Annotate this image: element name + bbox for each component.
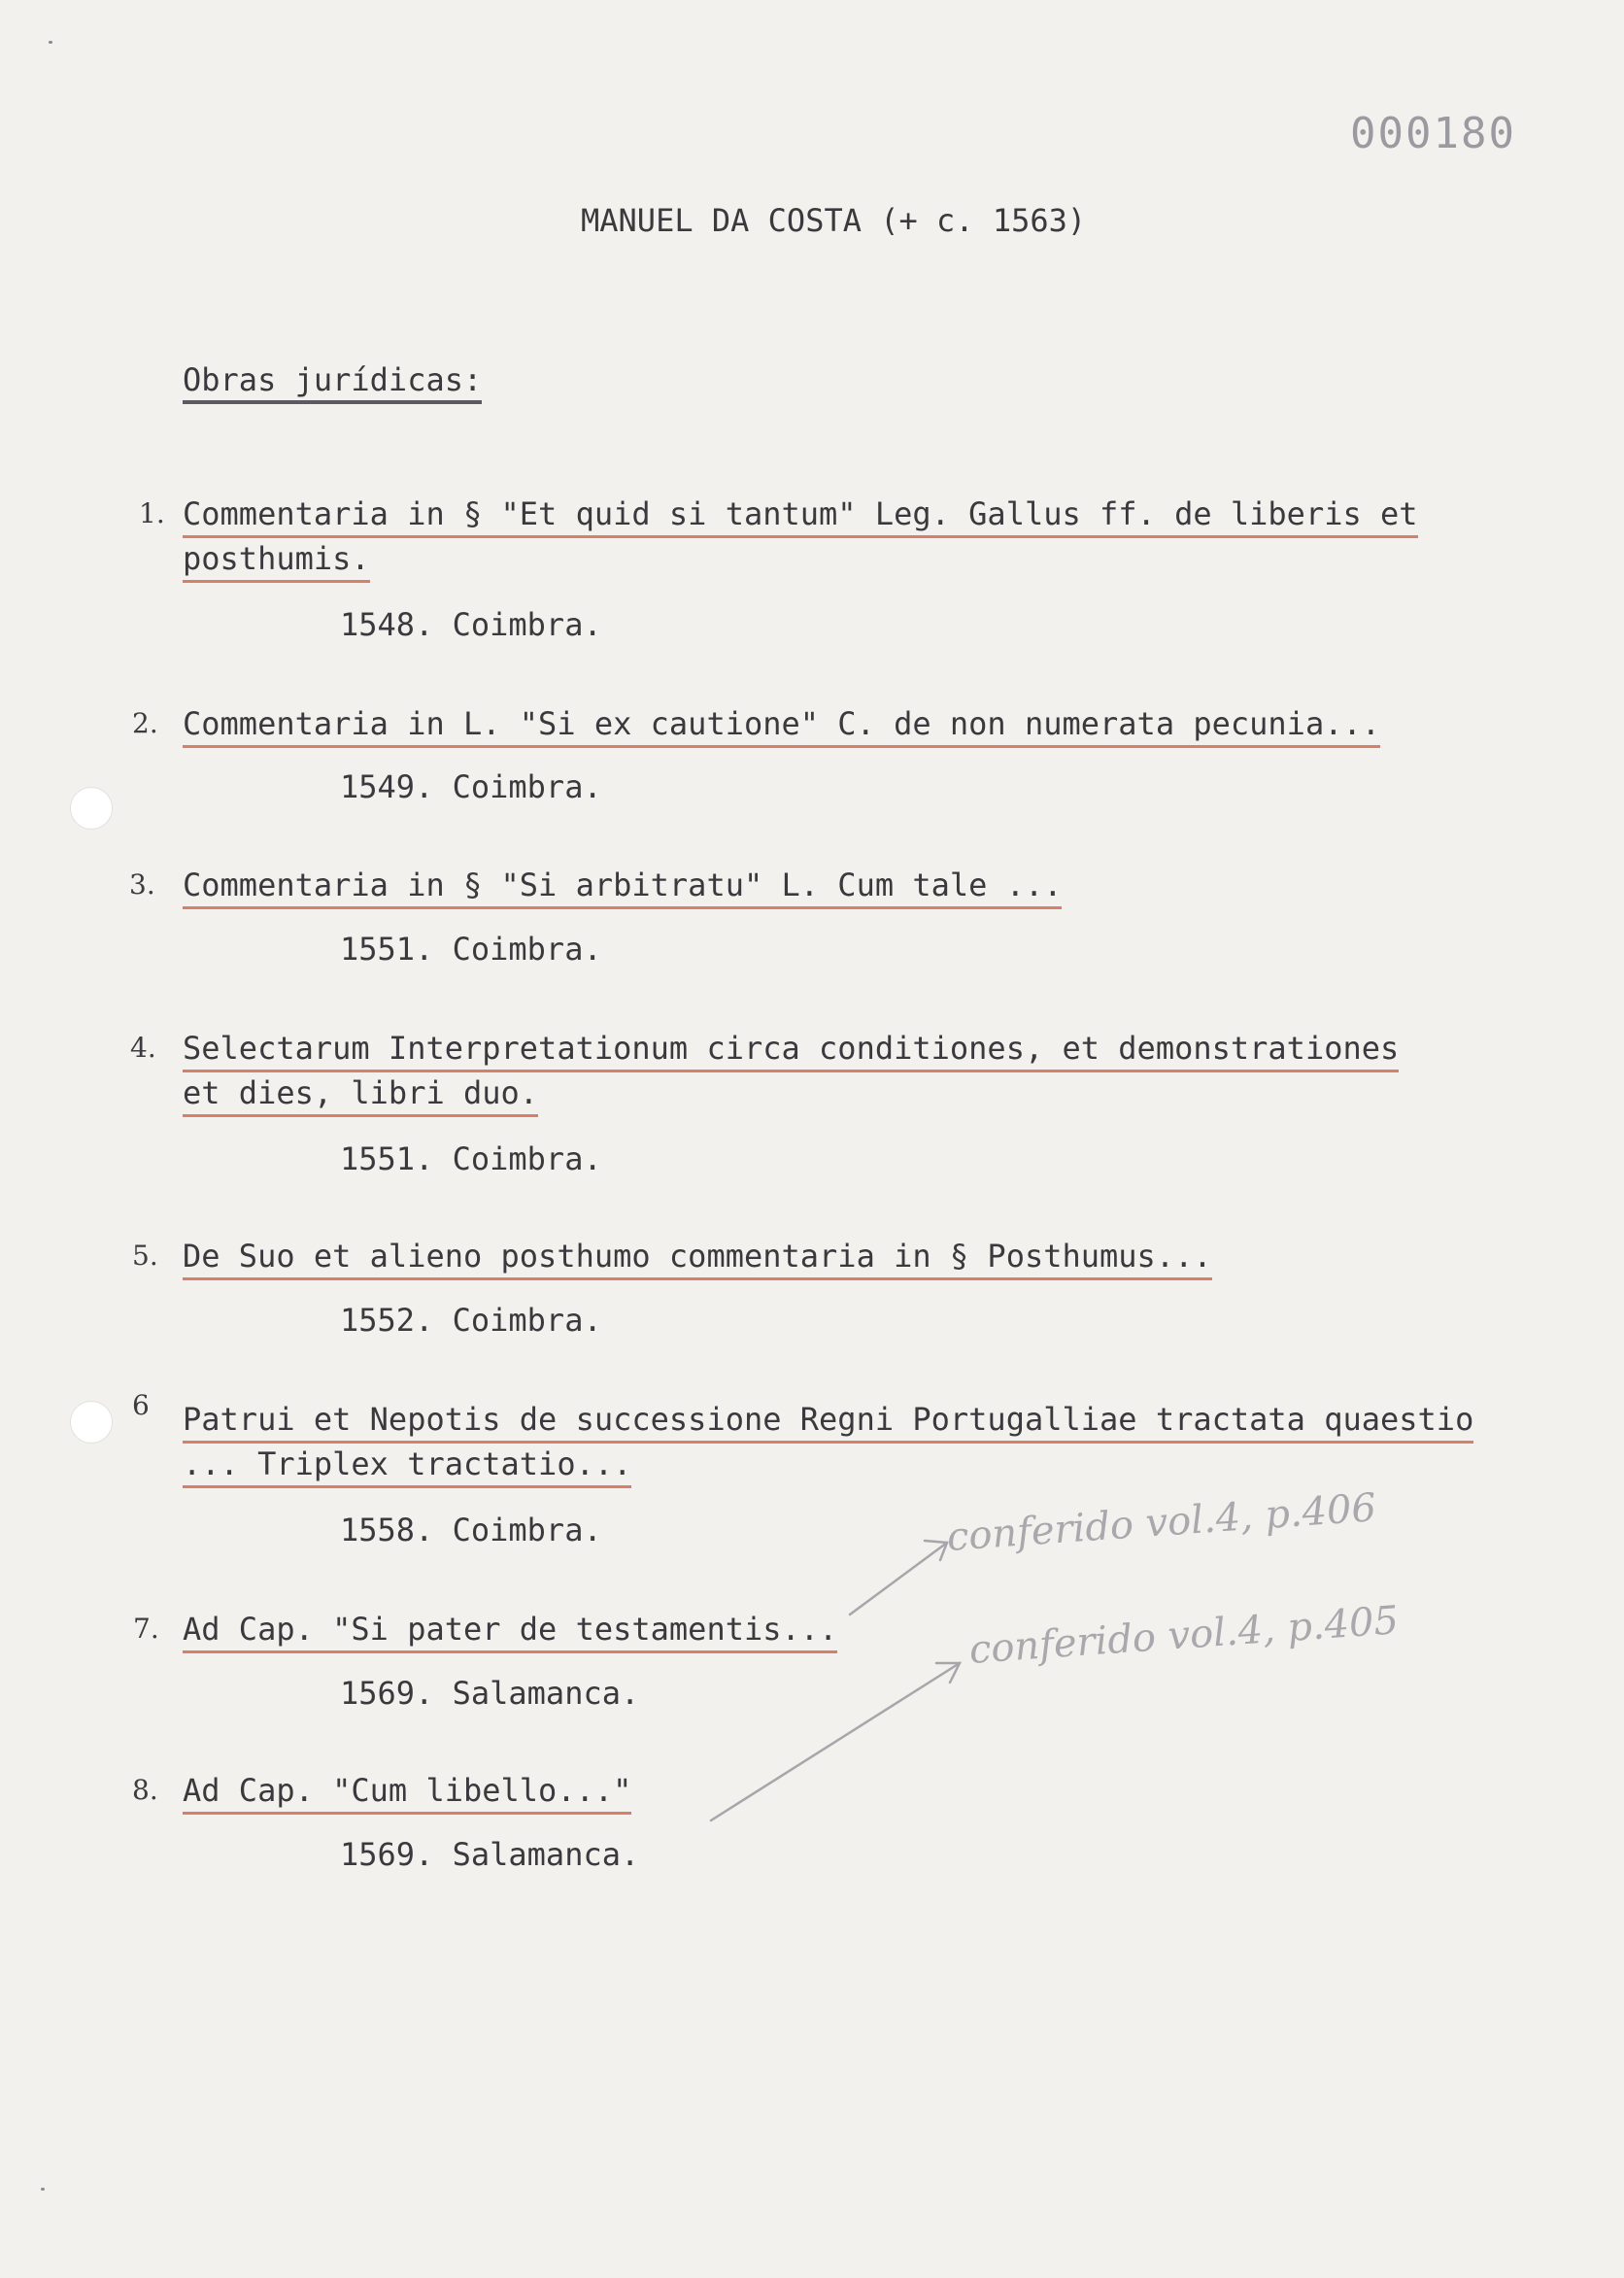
entry-title-text: Patrui et Nepotis de successione Regni Portugalliae tractata quaestio [183, 1401, 1473, 1444]
entry-number: 8. [132, 1774, 158, 1806]
archive-stamp-number: 000180 [1350, 109, 1516, 158]
section-heading: Obras jurídicas: [183, 361, 482, 404]
entry-title-text: ... Triplex tractatio... [183, 1445, 631, 1488]
entry-number: 4. [130, 1032, 156, 1064]
entry-publication: 1551. Coimbra. [340, 1140, 602, 1177]
entry-publication: 1558. Coimbra. [340, 1512, 602, 1548]
entry-number: 3. [129, 868, 155, 901]
entry-publication: 1551. Coimbra. [340, 931, 602, 968]
entry-publication: 1549. Coimbra. [340, 768, 602, 805]
entry-number: 1. [139, 497, 165, 529]
entry-title-text: et dies, libri duo. [183, 1074, 538, 1117]
entry-number: 7. [133, 1613, 159, 1645]
entry-title-text: Ad Cap. "Si pater de testamentis... [183, 1611, 837, 1653]
handwritten-note: conferido vol.4, p.405 [967, 1598, 1401, 1673]
entry-publication: 1552. Coimbra. [340, 1302, 602, 1339]
entry-number: 5. [132, 1240, 158, 1272]
page-title: MANUEL DA COSTA (+ c. 1563) [581, 202, 1087, 239]
entry-title-text: Commentaria in § "Et quid si tantum" Leg. Gallus ff. de liberis et [183, 495, 1418, 538]
pencil-arrow [850, 1543, 947, 1615]
entry-number: 6 [132, 1389, 150, 1421]
entry-publication: 1569. Salamanca. [340, 1836, 640, 1873]
entry-title-text: Selectarum Interpretationum circa conditiones, et demonstrationes [183, 1030, 1399, 1072]
entry-publication: 1548. Coimbra. [340, 606, 602, 643]
entry-title-text: posthumis. [183, 540, 370, 583]
entry-number: 2. [132, 707, 158, 739]
handwritten-note: conferido vol.4, p.406 [945, 1485, 1378, 1560]
entry-title-text: Ad Cap. "Cum libello..." [183, 1772, 631, 1815]
entry-title-text: Commentaria in § "Si arbitratu" L. Cum tale ... [183, 867, 1062, 909]
entry-publication: 1569. Salamanca. [340, 1675, 640, 1712]
pencil-arrow [711, 1663, 960, 1820]
entry-title-text: Commentaria in L. "Si ex cautione" C. de non numerata pecunia... [183, 705, 1380, 748]
entry-title-text: De Suo et alieno posthumo commentaria in § Posthumus... [183, 1238, 1212, 1280]
